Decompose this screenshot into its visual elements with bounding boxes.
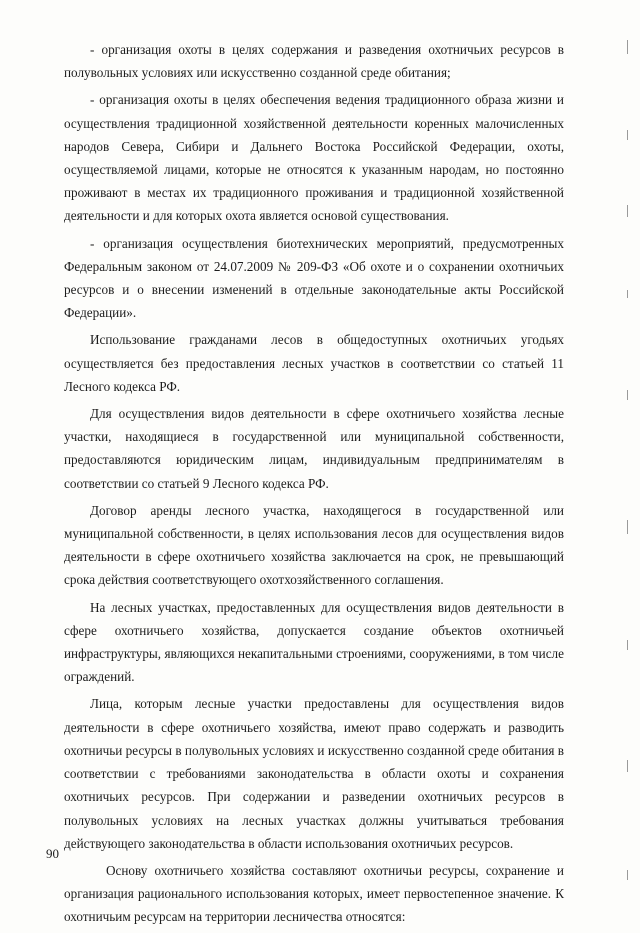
- paragraph-biotechnical: - организация осуществления биотехнических мероприятий, предусмотренных Федеральным законом от 24.07.2009 № 209-ФЗ «Об охоте и о сохранении охотничьих ресурсов и о внесении изменений в отдельные законодательные акты Российской Федерации».: [64, 235, 564, 321]
- paragraph-public-lands: Использование гражданами лесов в общедоступных охотничьих угодьях осуществляется без предоставления лесных участков в соответствии со статьей 11 Лесного кодекса РФ.: [64, 332, 564, 394]
- paragraph-hunting-resources: Основу охотничьего хозяйства составляют охотничьи ресурсы, сохранение и организация рационального использования которых, имеет первостепенное значение. К охотничьим ресурсам на территории лесничества относятся:: [64, 862, 564, 925]
- paragraph-hunting-semi-free: - организация охоты в целях содержания и разведения охотничьих ресурсов в полувольных условиях или искусственно созданной среде обитания;: [64, 42, 564, 81]
- paragraph-infrastructure: На лесных участках, предоставленных для осуществления видов деятельности в сфере охотничьего хозяйства, допускается создание объектов охотничьей инфраструктуры, являющихся некапитальными строениями, сооружениями, в том числе ограждений.: [64, 599, 564, 685]
- body-text: [64, 38, 564, 933]
- paragraph-traditional-lifestyle: - организация охоты в целях обеспечения ведения традиционного образа жизни и осуществления традиционной хозяйственной деятельности коренных малочисленных народов Севера, Сибири и Дальнего Востока Российской Федерации, охоты, осуществляемой лицами, которые не относятся к указанным народам, но постоянно проживают в местах их традиционного проживания и традиционной хозяйственной деятельности и для которых охота является основой существования.: [64, 92, 564, 224]
- paragraph-land-provision: Для осуществления видов деятельности в сфере охотничьего хозяйства лесные участки, находящиеся в государственной или муниципальной собственности, предоставляются юридическим лицам, индивидуальным предпринимателям в соответствии со статьей 9 Лесного кодекса РФ.: [64, 406, 564, 491]
- paragraph-breeding-rights: Лица, которым лесные участки предоставлены для осуществления видов деятельности в сфере охотничьего хозяйства, имеют право содержать и разводить охотничьи ресурсы в полувольных условиях и искусственно созданной среде обитания в соответствии с требованиями законодательства в области охоты и сохранения охотничьих ресурсов. При содержании и разведении охотничьих ресурсов в полувольных условиях на лесных участках должны учитываться требования действующего законодательства в области использования охотничьих ресурсов.: [64, 696, 564, 851]
- page-number: 90: [46, 846, 59, 861]
- paragraph-lease-agreement: Договор аренды лесного участка, находящегося в государственной или муниципальной собственности, в целях использования лесов для осуществления видов деятельности в сфере охотничьего хозяйства заключается на срок, не превышающий срока действия соответствующего охотхозяйственного соглашения.: [64, 502, 564, 588]
- scan-edge-marks: [600, 0, 640, 905]
